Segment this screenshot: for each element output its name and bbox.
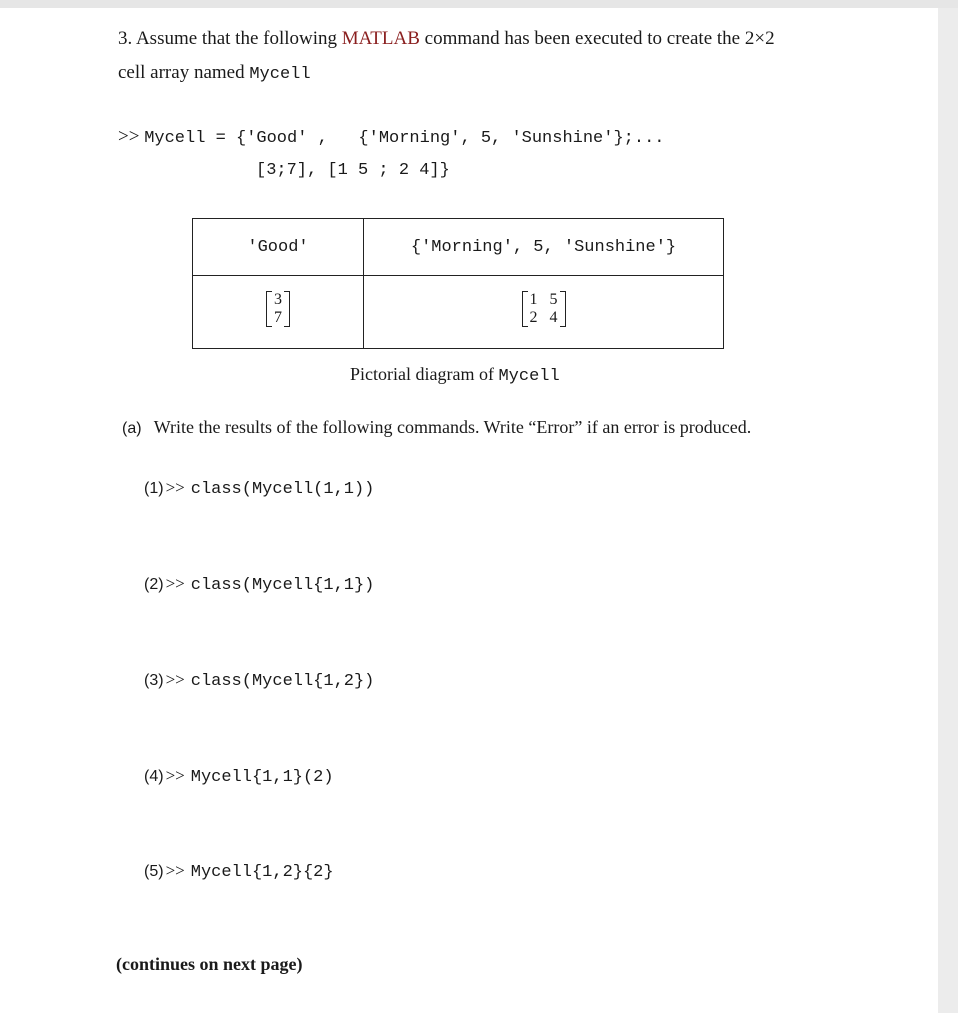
command-item [144,670,374,691]
part-a-label: (a) [122,420,142,437]
matrix-right-bracket [560,291,566,327]
question-intro-line1 [118,28,775,50]
command-item [144,478,374,499]
matrix-right-bracket [284,291,290,327]
item-label: (2) [144,576,164,593]
matrix-entry: 2 [529,309,538,326]
command-item [144,766,334,787]
array-name: Mycell [249,65,311,84]
command-item [144,861,334,882]
item-command: class(Mycell{1,2}) [190,672,375,691]
item-prompt: >> [165,766,185,785]
caption-code: Mycell [498,367,560,386]
item-label: (4) [144,768,164,785]
question-number: 3. [118,28,133,49]
item-command: class(Mycell{1,1}) [190,576,375,595]
square-matrix [522,291,566,327]
diagram-cell-1-1: 'Good' [193,219,364,276]
matlab-keyword: MATLAB [341,28,420,49]
matrix-entry: 5 [549,291,558,308]
diagram-caption [350,364,560,386]
part-a-instruction [122,416,751,440]
command-line1 [118,126,664,150]
item-label: (5) [144,863,164,880]
item-label: (3) [144,672,164,689]
matrix-entry: 3 [274,291,282,308]
caption-text: Pictorial diagram of [350,364,494,384]
intro-text-post: command has been executed to create the 2×2 [424,28,775,49]
command-prompt: >> [118,126,140,147]
diagram-cell-2-1 [193,276,364,349]
diagram-cell-2-2 [364,276,724,349]
column-vector-matrix [266,291,290,327]
document-page [0,8,938,1013]
diagram-cell-1-2: {'Morning', 5, 'Sunshine'} [364,219,724,276]
continues-note: (continues on next page) [116,954,303,974]
intro-text-pre: Assume that the following [135,28,338,49]
item-command: class(Mycell(1,1)) [190,480,375,499]
viewer-top-bar [0,0,958,8]
item-prompt: >> [165,574,185,593]
item-prompt: >> [165,478,185,497]
question-intro-line2 [118,62,311,86]
matrix-entry: 7 [274,309,282,326]
command-item [144,574,374,595]
part-a-text: Write the results of the following commands. Write “Error” if an error is produced. [153,417,752,437]
item-label: (1) [144,480,164,497]
intro-text-line2: cell array named [118,62,245,83]
item-command: Mycell{1,2}{2} [190,863,334,882]
matrix-entry: 4 [549,309,558,326]
item-command: Mycell{1,1}(2) [190,768,334,787]
viewer-scrollbar[interactable] [938,8,958,1013]
command-text-line2: [3;7], [1 5 ; 2 4]} [256,161,450,180]
command-text-line1: Mycell = {'Good' , {'Morning', 5, 'Sunshine'};... [144,129,665,148]
item-prompt: >> [165,861,185,880]
matrix-entry: 1 [529,291,538,308]
command-line2 [256,158,450,182]
item-prompt: >> [165,670,185,689]
cell-array-diagram [192,218,724,349]
